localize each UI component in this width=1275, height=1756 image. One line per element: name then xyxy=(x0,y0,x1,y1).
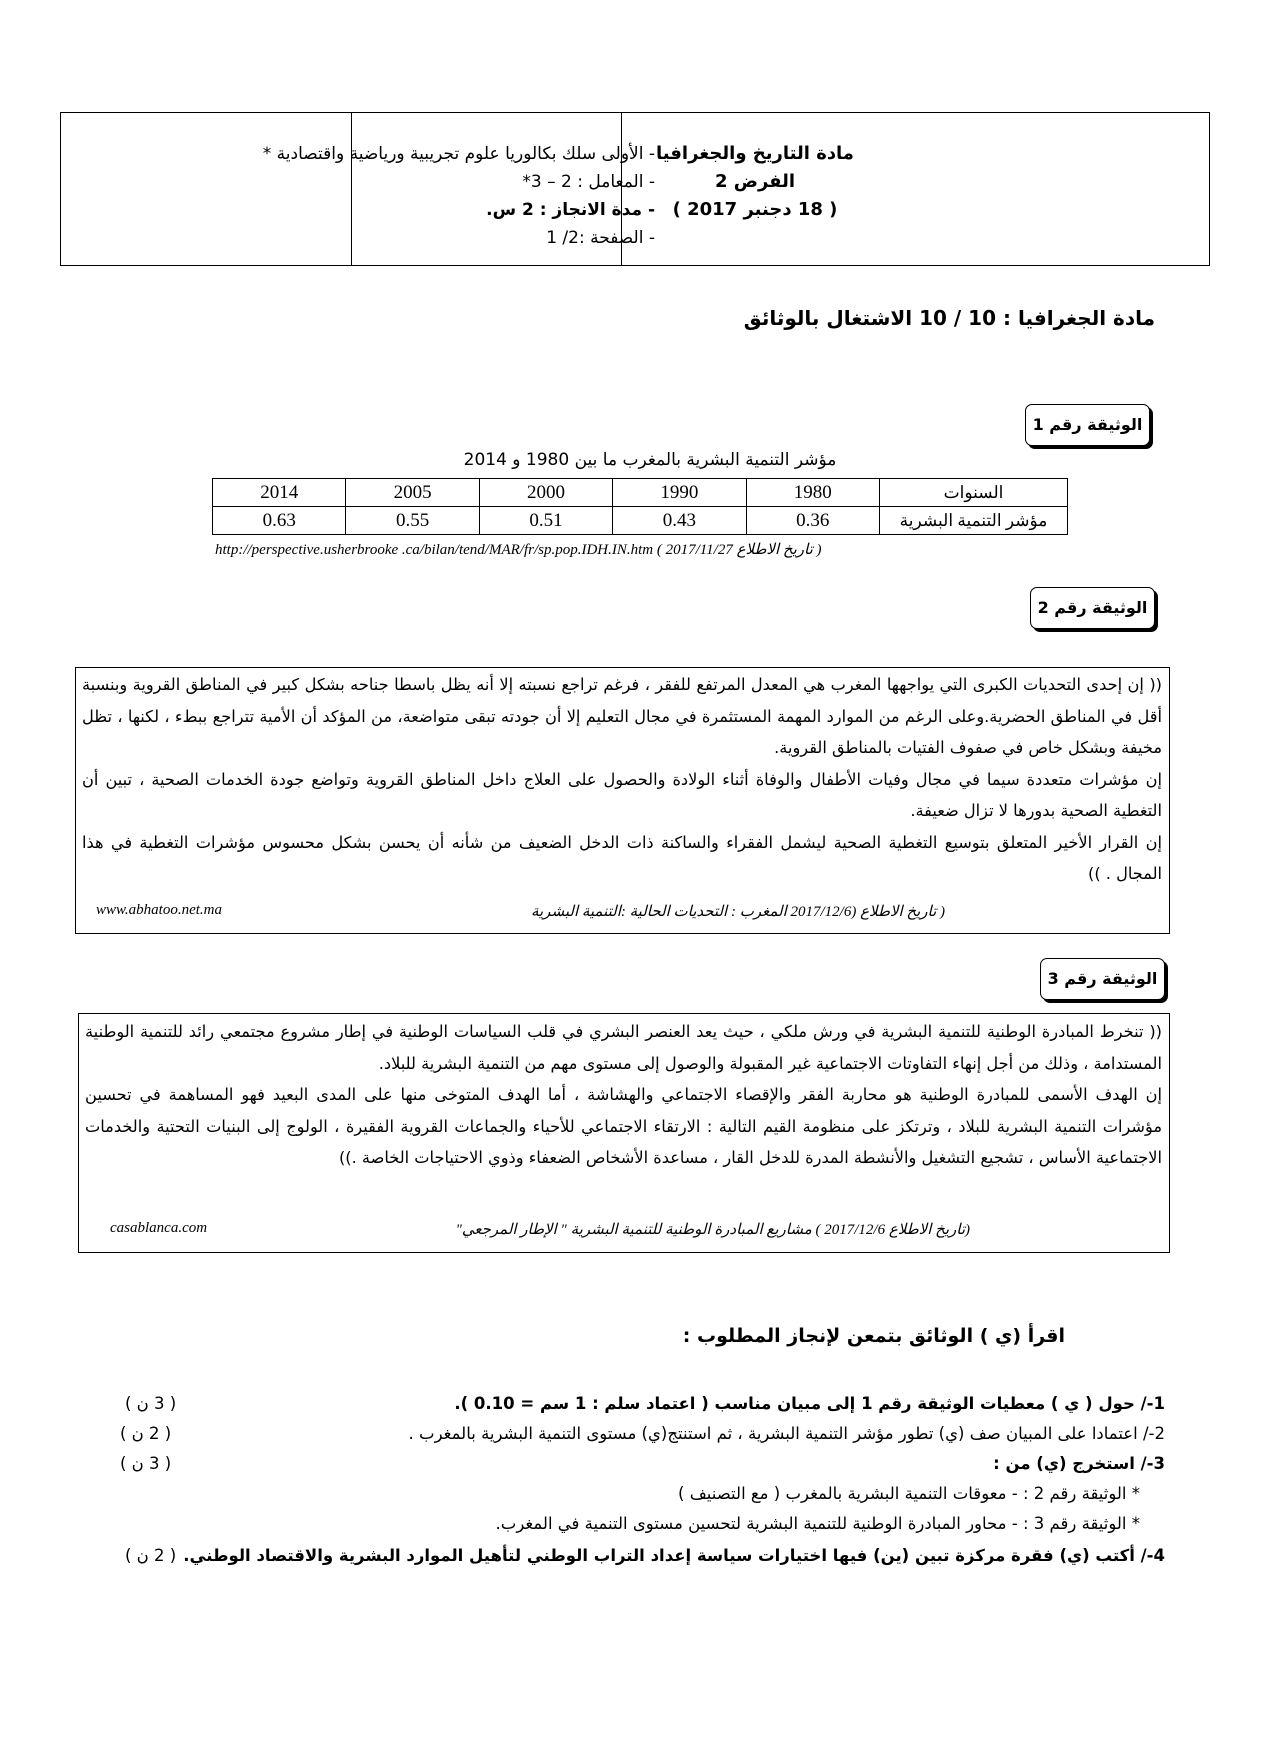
question-1-points: ( 3 ن ) xyxy=(125,1394,177,1413)
question-4: 4-/ أكتب (ي) فقرة مركزة تبين (ين) فيها اختيارات سياسة إعداد التراب الوطني لتأهيل الموارد البشرية والاقتصاد الوطني. xyxy=(183,1546,1165,1565)
year-cell: 1990 xyxy=(613,479,746,507)
doc3-paragraph: (( تنخرط المبادرة الوطنية للتنمية البشرية في ورش ملكي ، حيث يعد العنصر البشري في قلب السياسات الوطنية في إطار مشروع مجتمعي رائد للتنمية الوطنية المستدامة ، وذلك من أجل إنهاء التفاوتات الاجتماعية غير المقبولة والوصول إلى مستوى مهم من التنمية البشرية للبلاد. xyxy=(85,1022,1162,1073)
doc2-paragraph: إن مؤشرات متعددة سيما في مجال وفيات الأطفال والوفاة أثناء الولادة والحصول على العلاج داخل المناطق القروية وتواضع جودة الخدمات الصحية ، تبين أن التغطية الصحية بدورها لا تزال ضعيفة. xyxy=(82,769,1162,820)
question-3-item-doc3: * الوثيقة رقم 3 : - محاور المبادرة الوطنية للتنمية البشرية لتحسين مستوى التنمية في المغرب. xyxy=(495,1514,1140,1533)
exam-info-list xyxy=(95,140,655,252)
section-title: مادة الجغرافيا : 10 / 10 الاشتغال بالوثائق xyxy=(743,306,1155,330)
hdi-value-cell: 0.51 xyxy=(479,507,612,535)
question-2: 2-/ اعتمادا على المبيان صف (ي) تطور مؤشر التنمية البشرية ، ثم استنتج(ي) مستوى التنمية البشرية بالمغرب . xyxy=(408,1424,1165,1443)
info-page: - الصفحة :2/ 1 xyxy=(546,228,655,248)
year-cell: 2005 xyxy=(346,479,479,507)
doc2-source-url: www.abhatoo.net.ma xyxy=(96,902,222,918)
doc2-paragraph: (( إن إحدى التحديات الكبرى التي يواجهها المغرب هي المعدل المرتفع للفقر ، فرغم تراجع نسبته إلا أنه يظل باسطا جناحه بشكل كبير في المناطق القروية وبنسبة أقل في المناطق الحضرية.وعلى الرغم من الموارد المهمة المستثمرة في مجال التعليم إلا أن جودته تبقى متواضعة، من المؤكد أن الأمية تتراجع ببطء ، لكنها ، تظل مخيفة وبشكل خاص في صفوف الفتيات بالمناطق القروية. xyxy=(82,675,1162,757)
hdi-value-cell: 0.36 xyxy=(746,507,879,535)
row-header-years: السنوات xyxy=(880,479,1068,507)
question-3-points: ( 3 ن ) xyxy=(120,1454,172,1473)
doc2-text xyxy=(82,669,1162,890)
doc1-source: http://perspective.usherbrooke .ca/bilan/tend/MAR/fr/sp.pop.IDH.IN.htm ( 2017/11/27 تاريخ الاطلاع ) xyxy=(215,542,822,558)
year-cell: 2000 xyxy=(479,479,612,507)
doc2-paragraph: إن القرار الأخير المتعلق بتوسيع التغطية الصحية ليشمل الفقراء والساكنة ذات الدخل الضعيف من شأنه أن يحسن بشكل محسوس مؤشرات التغطية في هذا المجال . )) xyxy=(82,832,1162,883)
doc2-label: الوثيقة رقم 2 xyxy=(1030,587,1155,629)
hdi-value-cell: 0.55 xyxy=(346,507,479,535)
subject-title: مادة التاريخ والجغرافيا xyxy=(656,143,854,164)
hdi-value-cell: 0.63 xyxy=(213,507,346,535)
info-duration: - مدة الانجاز : 2 س. xyxy=(486,200,655,220)
table-row xyxy=(213,507,1068,535)
instructions-title: اقرأ (ي ) الوثائق بتمعن لإنجاز المطلوب : xyxy=(682,1325,1065,1347)
doc3-label: الوثيقة رقم 3 xyxy=(1040,958,1165,1000)
doc3-text xyxy=(85,1016,1162,1174)
doc2-source-ref: ( تاريخ الاطلاع (2017/12/6 المغرب : التحديات الحالية :التنمية البشرية xyxy=(530,904,945,920)
exam-title: الفرض 2 xyxy=(714,171,796,192)
row-header-hdi: مؤشر التنمية البشرية xyxy=(880,507,1068,535)
question-3-item-doc2: * الوثيقة رقم 2 : - معوقات التنمية البشرية بالمغرب ( مع التصنيف ) xyxy=(678,1484,1140,1503)
hdi-table xyxy=(212,478,1068,535)
table-row xyxy=(213,479,1068,507)
year-cell: 1980 xyxy=(746,479,879,507)
doc1-label: الوثيقة رقم 1 xyxy=(1025,404,1150,446)
question-4-points: ( 2 ن ) xyxy=(125,1546,177,1565)
info-coefficient: - المعامل : 2 – 3* xyxy=(522,172,655,192)
year-cell: 2014 xyxy=(213,479,346,507)
info-level: - الأولى سلك بكالوريا علوم تجريبية ورياضية واقتصادية * xyxy=(262,144,655,164)
doc3-source-ref: (تاريخ الاطلاع 2017/12/6 ) مشاريع المبادرة الوطنية للتنمية البشرية " الإطار المرجعي" xyxy=(455,1222,970,1238)
question-2-points: ( 2 ن ) xyxy=(120,1424,172,1443)
question-3: 3-/ استخرج (ي) من : xyxy=(993,1454,1165,1473)
doc3-paragraph: إن الهدف الأسمى للمبادرة الوطنية هو محاربة الفقر والإقصاء الاجتماعي والهشاشة ، أما الهدف المتوخى منها على المدى البعيد فهو المساهمة في تحسين مؤشرات التنمية البشرية للبلاد ، وترتكز على منظومة القيم التالية : الارتقاء الاجتماعي للأحياء والجماعات القروية الفقيرة ، الولوج إلى البنيات التحتية والخدمات الاجتماعية الأساس ، تشجيع التشغيل والأنشطة المدرة للدخل القار ، مساعدة الأشخاص الضعفاء وذوي الاحتياجات الخاصة .)) xyxy=(85,1085,1162,1167)
question-1: 1-/ حول ( ي ) معطيات الوثيقة رقم 1 إلى مبيان مناسب ( اعتماد سلم : 1 سم = 0.10 ). xyxy=(454,1394,1165,1413)
doc3-source-url: casablanca.com xyxy=(110,1220,208,1236)
hdi-value-cell: 0.43 xyxy=(613,507,746,535)
exam-date: ( 18 دجنبر 2017 ) xyxy=(672,199,838,220)
doc1-table-caption: مؤشر التنمية البشرية بالمغرب ما بين 1980 و 2014 xyxy=(463,450,837,470)
